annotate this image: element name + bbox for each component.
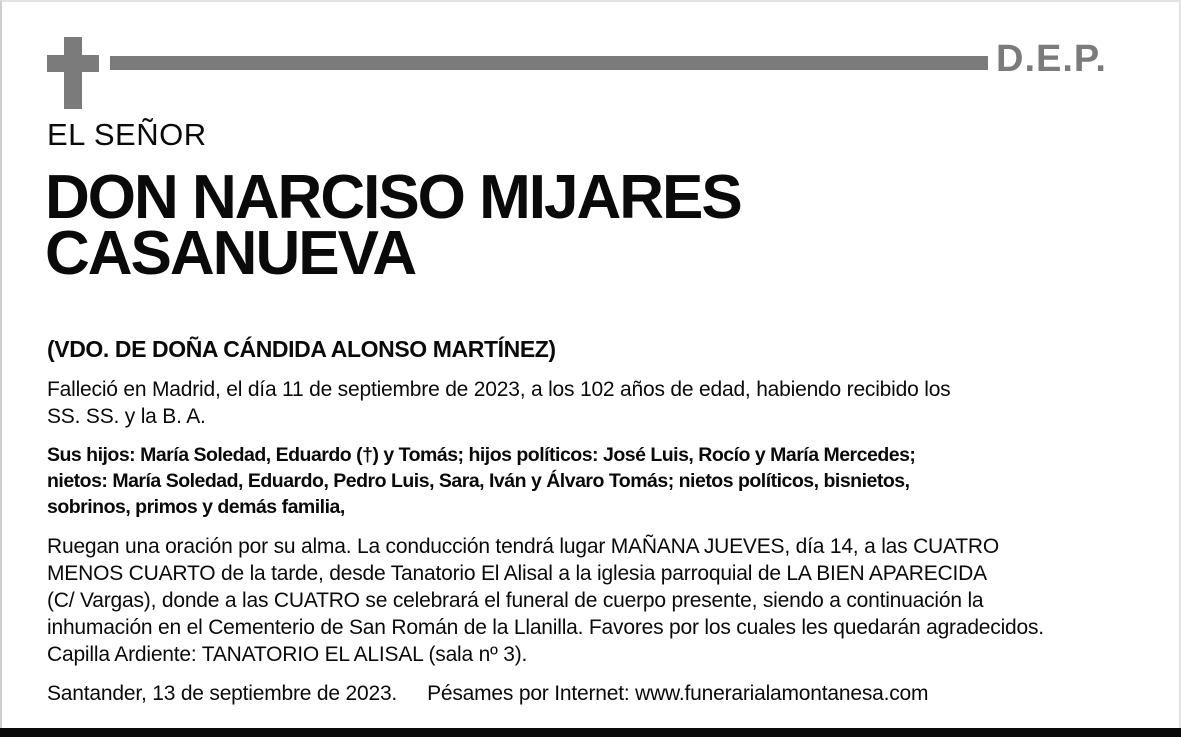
cross-horizontal-bar [47, 55, 99, 72]
death-line: SS. SS. y la B. A. [47, 405, 206, 428]
death-paragraph [47, 376, 1047, 430]
latin-cross-icon [47, 37, 99, 109]
deceased-name [45, 163, 1045, 288]
dep-label: D.E.P. [996, 38, 1107, 80]
honorific-title: EL SEÑOR [47, 117, 207, 152]
cross-vertical-bar [64, 37, 82, 109]
service-line: Capilla Ardiente: TANATORIO EL ALISAL (sala nº 3). [47, 643, 528, 666]
place-date: Santander, 13 de septiembre de 2023. [47, 682, 398, 705]
widower-line: (VDO. DE DOÑA CÁNDIDA ALONSO MARTÍNEZ) [47, 336, 556, 362]
family-line: Sus hijos: María Soledad, Eduardo (†) y Tomás; hijos políticos: José Luis, Rocío y María Mercedes; [47, 444, 916, 466]
footer [47, 682, 928, 706]
service-paragraph [47, 533, 1167, 668]
death-line: Falleció en Madrid, el día 11 de septiembre de 2023, a los 102 años de edad, habiendo recibido los [47, 378, 951, 401]
service-line: inhumación en el Cementerio de San Román de la Llanilla. Favores por los cuales les quedarán agradecidos. [47, 616, 1044, 639]
family-line: nietos: María Soledad, Eduardo, Pedro Luis, Sara, Iván y Álvaro Tomás; nietos políticos, bisnietos, [47, 470, 910, 492]
service-line: MENOS CUARTO de la tarde, desde Tanatorio El Alisal a la iglesia parroquial de LA BIEN APARECIDA [47, 562, 987, 585]
family-paragraph [47, 442, 1047, 520]
header-rule [110, 56, 988, 70]
deceased-name-line2: CASANUEVA [45, 219, 416, 288]
service-line: (C/ Vargas), donde a las CUATRO se celebrará el funeral de cuerpo presente, siendo a continuación la [47, 589, 984, 612]
family-line: sobrinos, primos y demás familia, [47, 496, 345, 518]
bottom-bar [0, 728, 1181, 737]
service-line: Ruegan una oración por su alma. La conducción tendrá lugar MAÑANA JUEVES, día 14, a las CUATRO [47, 535, 999, 558]
internet-condolences: Pésames por Internet: www.funerarialamontanesa.com [427, 682, 929, 705]
deceased-name-line1: DON NARCISO MIJARES [45, 163, 741, 232]
